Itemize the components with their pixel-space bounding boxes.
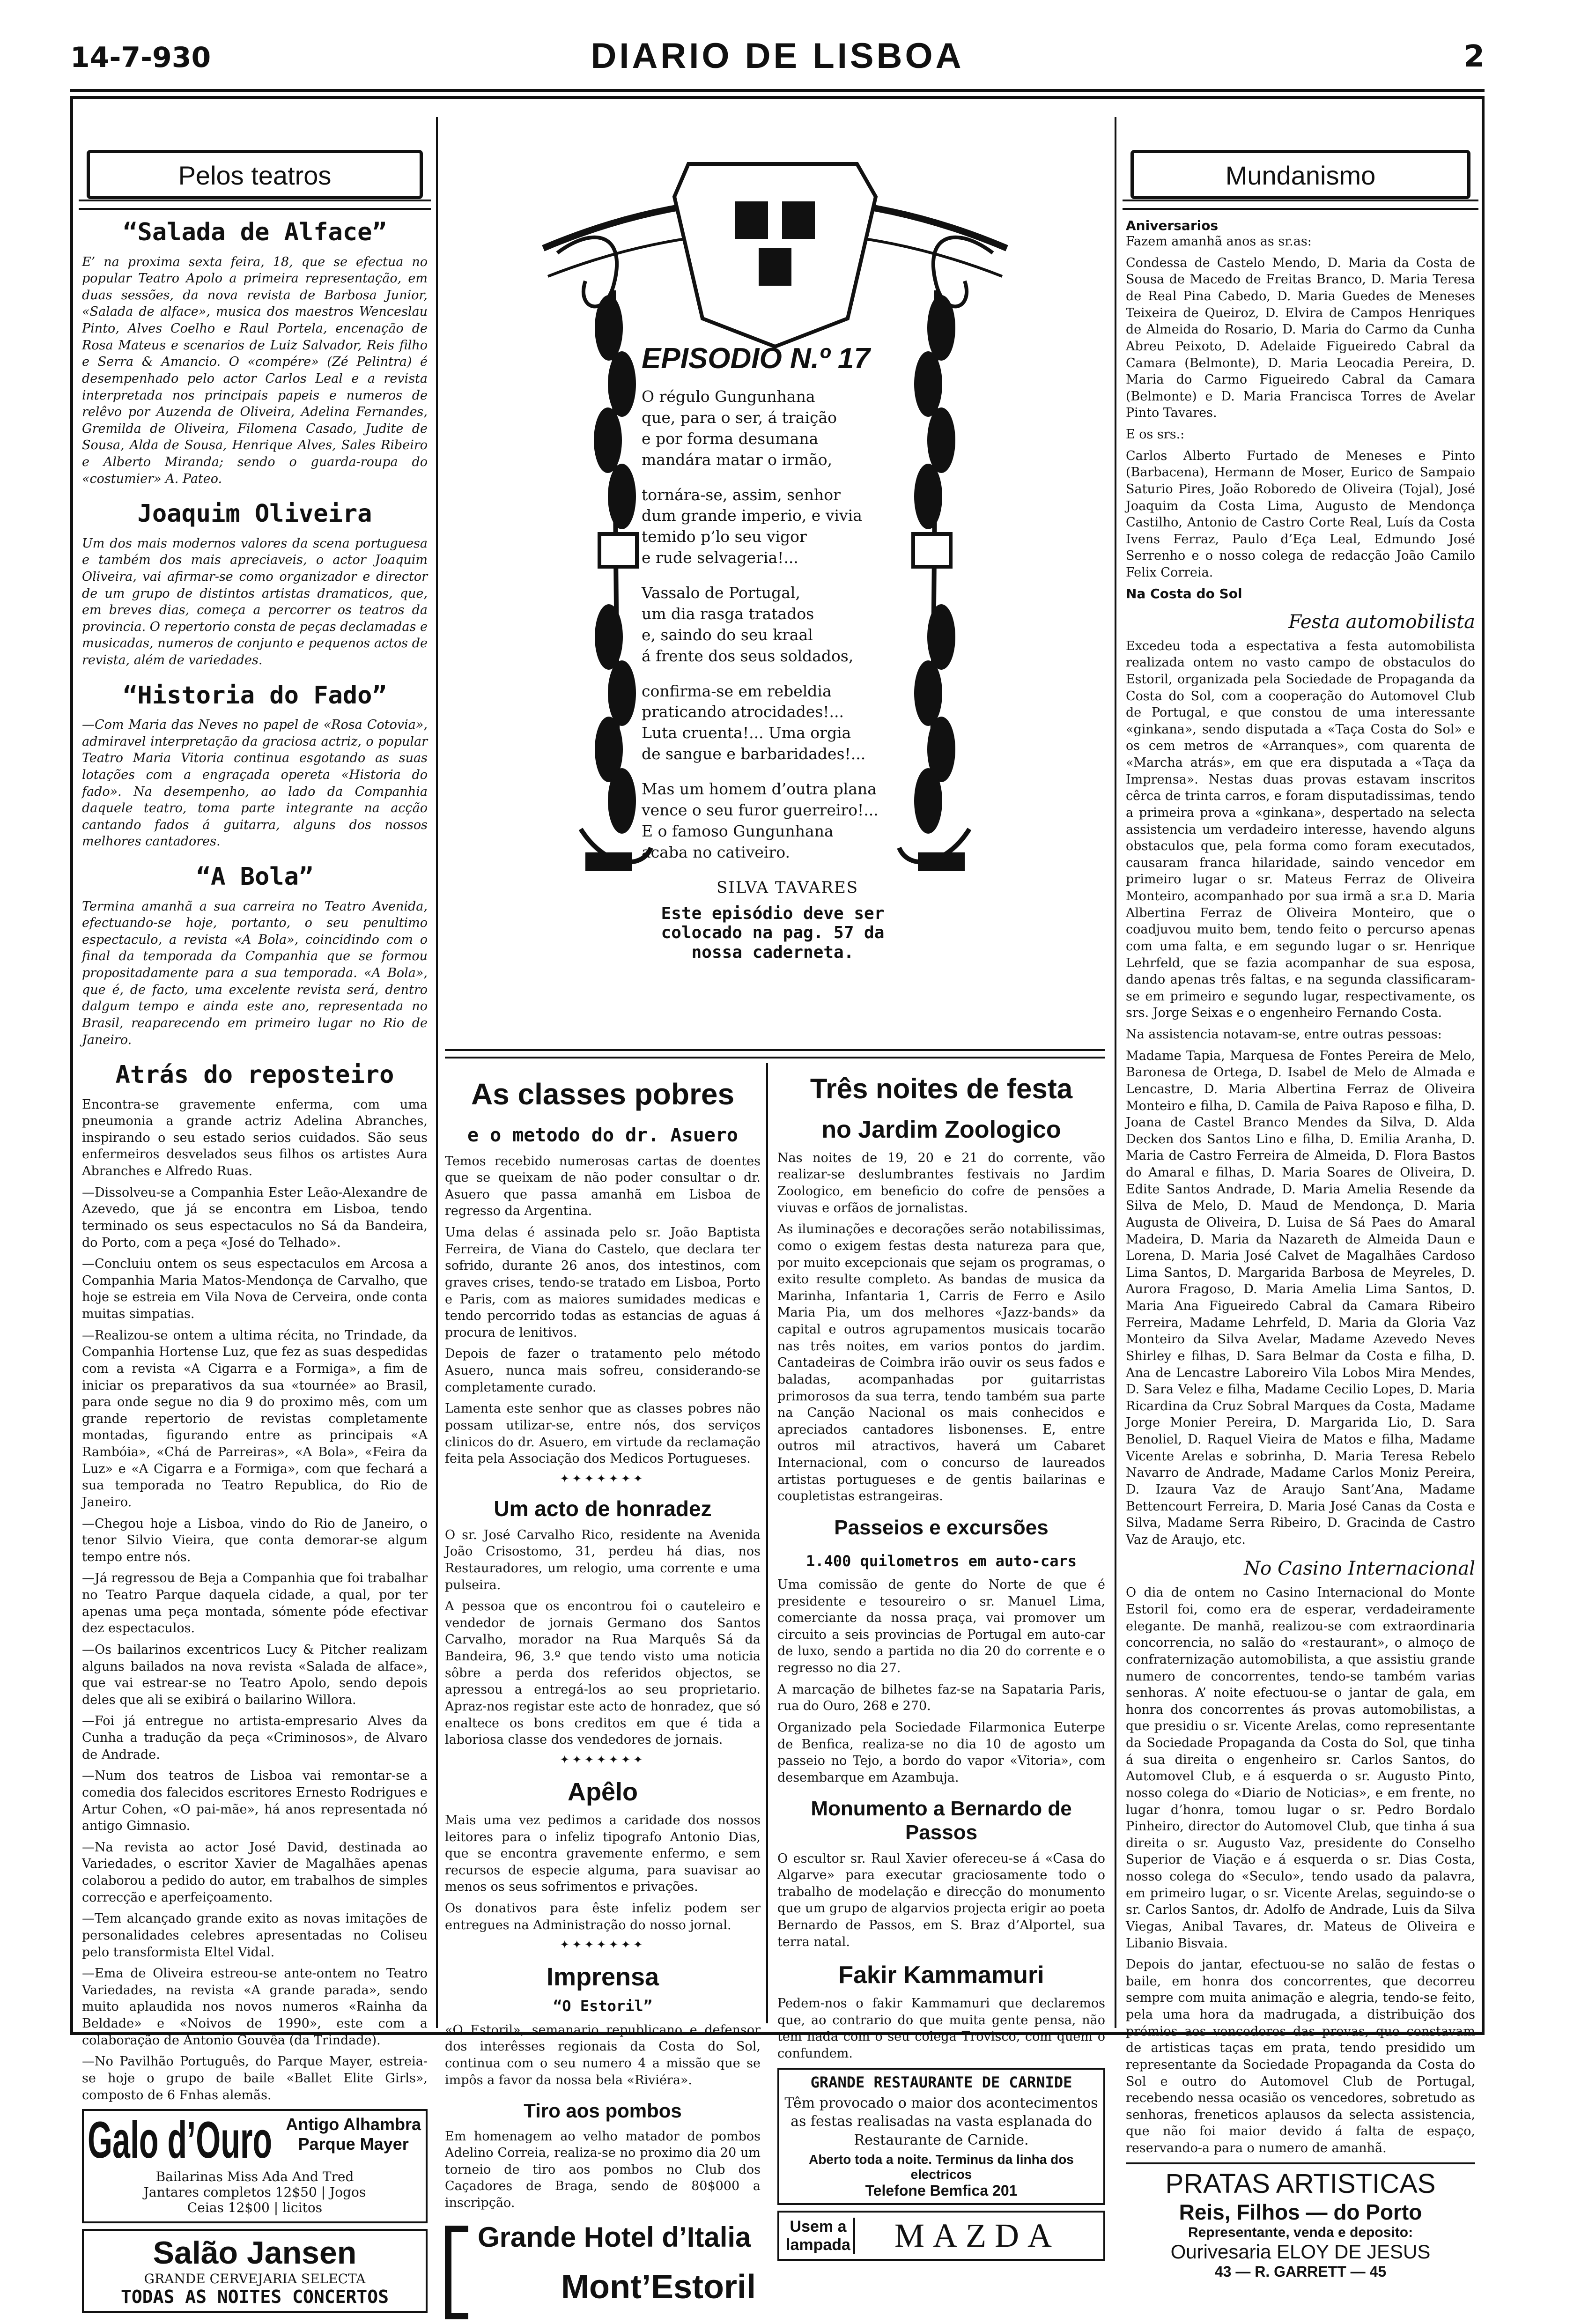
separator: ✦✦✦✦✦✦✦ <box>560 1753 646 1766</box>
article-title: Atrás do reposteiro <box>115 1061 394 1089</box>
advert-name: Salão Jansen <box>153 2235 357 2271</box>
poem-stanza <box>642 583 941 667</box>
advert-restaurante-carnide <box>777 2068 1105 2206</box>
section-header-society: Mundanismo <box>1130 150 1470 199</box>
poem-line: E o famoso Gungunhana <box>642 822 834 840</box>
poem-line: mandára matar o irmão, <box>642 450 833 469</box>
article-text: A pessoa que os encontrou foi o cauteleiro e vendedor de jornais Germano dos Santos Carvalho, morador na Rua Marquês Sá da Bandeira, 96, 3.º que tendo visto uma noticia sôbre a perda dos referidos objectos, se apressou a entregá-los ao seu proprietario. Apraz-nos registar este acto de honradez, que só enaltece os bons creditos em que é tida a laboriosa classe dos vendedores de jornais. <box>445 1599 761 1747</box>
poem <box>642 386 941 877</box>
article-text: Em homenagem ao velho matador de pombos Adelino Correia, realiza-se no proximo dia 20 um torneio de tiro aos pombos no Club dos Caçadores de Braga, sendo de 80$000 a inscripção. <box>445 2129 761 2211</box>
advert-line: Antigo Alhambra <box>286 2115 421 2134</box>
advert-galo-douro <box>82 2109 428 2223</box>
article-subtitle: “O Estoril” <box>553 1997 652 2015</box>
advert-line: Ourivesaria ELOY DE JESUS <box>1170 2240 1431 2263</box>
advert-line: Bailarinas Miss Ada And Tred <box>155 2169 354 2185</box>
advert-line: GRANDE CERVEJARIA SELECTA <box>144 2271 366 2287</box>
article-title: Apêlo <box>567 1777 638 1806</box>
advert-line: Reis, Filhos — do Porto <box>1179 2199 1422 2224</box>
article-text: O sr. José Carvalho Rico, residente na Avenida João Crisostomo, 31, perdeu há dias, nos Restauradores, um relogio, uma corrente e uma pulseira. <box>445 1527 761 1592</box>
poem-line: confirma-se em rebeldia <box>642 681 832 700</box>
article-text: E os srs.: <box>1126 427 1185 442</box>
article-text: O dia de ontem no Casino Internacional do Monte Estoril foi, como era de esperar, verdadeiramente elegante. De manhã, realizou-se com extraordinaria concorrencia, no salão do «restaurant», o almoço de confraternização automobilista, a que assistiu grande numero de concorrentes, tendo-se também varias senhoras. A’ noite efectuou-se o jantar de gala, em honra dos concorrentes ás provas automobilistas, a que presidiu o sr. Vicente Arelas, como representante da Sociedade Propaganda da Costa do Sol, que tinha á sua direita o engenheiro sr. Carlos Santos, do Automovel Club, e á esquerda o sr. Augusto Pinto, nosso colega do «Diario de Noticias», e em frente, no lugar d’honra, tomou lugar o sr. Pedro Bordalo Pinheiro, director do Automovel Club, que tinha á sua direita o sr. Augusto Vaz, presidente do Conselho Superior de Viação e á esquerda o sr. Dias Costa, nosso colega do «Seculo», tendo usado da palavra, em primeiro lugar, o sr. Vicente Arelas, seguindo-se o sr. Carlos Santos, dr. Adolfo de Andrade, Luis da Silva Viegas, Anibal Tavares, dr. Mateus de Oliveira e Libanio Bisvaia. <box>1126 1585 1475 1951</box>
poem-line: de sangue e barbaridades!... <box>642 745 866 763</box>
article-title: Imprensa <box>546 1963 659 1991</box>
article-title: Passeios e excursões <box>834 1516 1049 1539</box>
poem-line: praticando atrocidades!... <box>642 703 844 721</box>
article-subtitle: 1.400 quilometros em auto-cars <box>806 1552 1077 1570</box>
news-item: Encontra-se gravemente enferma, com uma pneumonia a grande actriz Adelina Abranches, inspirando o seu estado serios cuidados. São seus enfermeiros desvelados seus filhos os artistes Aura Abranches e Alfredo Ruas. <box>82 1097 428 1179</box>
advert-line: Têm provocado o maior dos acontecimentos as festas realisadas na vasta esplanada do Restaurante de Carnide. <box>784 2095 1098 2148</box>
advert-grande-hotel <box>445 2216 761 2324</box>
article-title: Um acto de honradez <box>494 1496 712 1521</box>
news-item: —Realizou-se ontem a ultima récita, no Trindade, da Companhia Hortense Luz, que fez as suas despedidas com a revista «A Cigarra e a Formiga», a fim de iniciar os preparativos da sua «tournée» ao Brasil, para onde segue no dia 9 do proximo mês, com um grande repertorio de revistas completamente montadas, figurando entre as principais «A Rambóia», «Chá de Parreiras», «A Bola», «Feira da Luz» e «A Cigarra e a Formiga», com que fechará a sua temporada no Teatro Republica, do Rio de Janeiro. <box>82 1328 428 1510</box>
news-item: —No Pavilhão Português, do Parque Mayer, estreia-se hoje o grupo de baile «Ballet Elite Girls», composto de 6 Fnhas alemãs. <box>82 2054 428 2102</box>
newspaper-title: DIARIO DE LISBOA <box>591 36 964 76</box>
sub-heading: No Casino Internacional <box>1244 1558 1475 1580</box>
article-title: “Historia do Fado” <box>123 681 387 710</box>
news-item: —Já regressou de Beja a Companhia que foi trabalhar no Teatro Parque daquela cidade, a qual, por ter apenas uma peça montada, sómente póde efectivar dez espectaculos. <box>82 1571 428 1636</box>
article-text: Na assistencia notavam-se, entre outras pessoas: <box>1126 1027 1442 1042</box>
news-item: —Foi já entregue no artista-empresario Alves da Cunha a tradução da peça «Criminosos», de Alvaro de Andrade. <box>82 1714 428 1762</box>
advert-name: Mont’Estoril <box>561 2268 756 2306</box>
article-text: Nas noites de 19, 20 e 21 do corrente, vão realizar-se deslumbrantes festivais no Jardim Zoologico, em beneficio do cofre de pensões a viuvas e orfãos de jornalistas. <box>777 1150 1105 1215</box>
sub-heading: Aniversarios <box>1126 218 1219 234</box>
centre-column <box>445 117 1105 2306</box>
theatre-column <box>82 117 438 2308</box>
article-text: Fazem amanhã anos as sr.as: <box>1126 234 1312 249</box>
masthead <box>70 28 1485 92</box>
poem-line: tornára-se, assim, senhor <box>642 485 841 504</box>
article-title: Monumento a Bernardo de Passos <box>811 1797 1072 1844</box>
article-text: Os donativos para êste infeliz podem ser entregues na Administração do nosso jornal. <box>445 1901 761 1932</box>
poem-stanza <box>642 681 941 765</box>
article-text: Um dos mais modernos valores da scena portuguesa e também dos mais apreciaveis, o actor Joaquim Oliveira, vai afirmar-se como organizador e director de um grupo de distintos artistas dramaticos, que, em breves dias, começa a percorrer os teatros da provincia. O repertorio consta de peças declamadas e musicadas, numeros de conjunto e pequenos actos de revista, além de variedades. <box>82 536 428 668</box>
advert-line: Aberto toda a noite. Terminus da linha dos electricos <box>809 2152 1074 2182</box>
article-text: Termina amanhã a sua carreira no Teatro Avenida, efectuando-se hoje, portanto, o seu penultimo espectaculo, a revista «A Bola», coincidindo com o final da temporada da Companhia que se formou propositadamente para a sua temporada. «A Bola», que é, de facto, uma excelente revista será, dentro dalgum tempo e ainda este ano, representada no Brasil, reaparecendo em primeiro lugar no Rio de Janeiro. <box>82 899 428 1047</box>
separator: ✦✦✦✦✦✦✦ <box>560 1472 646 1485</box>
poem-line: e por forma desumana <box>642 429 819 448</box>
poem-line: um dia rasga tratados <box>642 604 814 623</box>
news-item: —Concluiu ontem os seus espectaculos em Arcosa a Companhia Maria Matos-Mendonça de Carvalho, que hoje se estreia em Vila Nova de Cerveira, onde conta muitas simpatias. <box>82 1257 428 1322</box>
article-text: Organizado pela Sociedade Filarmonica Euterpe de Benfica, realiza-se no dia 10 de agosto um passeio no Tejo, a bordo do vapor «Vitoria», com desembarque em Azambuja. <box>777 1720 1105 1785</box>
advert-line: TODAS AS NOITES CONCERTOS <box>121 2287 389 2308</box>
article-title: Fakir Kammamuri <box>838 1961 1044 1989</box>
advert-line: Jantares completos 12$50 | Jogos <box>143 2184 366 2200</box>
advert-name: MAZDA <box>894 2217 1060 2255</box>
poem-stanza <box>642 779 941 863</box>
article-title: “A Bola” <box>196 863 314 891</box>
advert-line: 43 — R. GARRETT — 45 <box>1214 2263 1387 2280</box>
article-text: Depois de fazer o tratamento pelo método Asuero, nunca mais sofreu, considerando-se completamente curado. <box>445 1347 761 1395</box>
article-text: Carlos Alberto Furtado de Meneses e Pinto (Barbacena), Hermann de Moser, Eurico de Sampaio Saturio Pires, João Roboredo de Oliveira (Tojal), José Joaquim da Costa Lima, Augusto de Mendonça Castilho, Antonio de Castro Corte Real, Luís da Costa Ivens Ferraz, Paulo d’Eça Leal, Edmundo José Serrenho e o nosso colega de redacção João Camilo Felix Correia. <box>1126 448 1475 580</box>
poem-line: e, saindo do seu kraal <box>642 625 813 644</box>
article-text: Uma comissão de gente do Norte de que é presidente e tesoureiro o sr. Manuel Lima, comerciante da nossa praça, vai promover um circuito a seis provincias de Portugal em auto-car de luxo, sendo a partida no dia 20 do corrente e o regresso no dia 27. <box>777 1577 1105 1676</box>
advert-name: PRATAS ARTISTICAS <box>1165 2168 1436 2199</box>
advert-salao-jansen <box>82 2229 428 2313</box>
article-text: A marcação de bilhetes faz-se na Sapataria Paris, rua do Ouro, 268 e 270. <box>777 1682 1105 1714</box>
advert-pratas-artisticas <box>1126 2162 1475 2284</box>
sub-heading: Na Costa do Sol <box>1126 585 1242 601</box>
sub-heading: Festa automobilista <box>1288 611 1475 633</box>
poem-line: e rude selvageria!... <box>642 548 798 567</box>
advert-line: Usem a lampada <box>783 2218 855 2254</box>
episode-panel <box>473 131 1077 965</box>
advert-line: Representante, venda e deposito: <box>1188 2224 1413 2240</box>
separator: ✦✦✦✦✦✦✦ <box>560 1938 646 1952</box>
news-item: —Chegou hoje a Lisboa, vindo do Rio de Janeiro, o tenor Silvio Vieira, que conta demorar-se algum tempo entre nós. <box>82 1516 428 1564</box>
news-item: —Tem alcançado grande exito as novas imitações de personalidades celebres apresentadas no Coliseu pelo transformista Eltel Vidal. <box>82 1911 428 1960</box>
article-text: As iluminações e decorações serão notabilissimas, como o exigem festas desta natureza para que, por muito excepcionais que sejam os programas, o exito resulte completo. As bandas de musica da Marinha, Infantaria 1, Carris de Ferro e Asilo Maria Pia, um dos melhores «Jazz-bands» da capital e outros agrupamentos musicais tocarão nas três noites, em varios pontos do jardim. Cantadeiras de Coimbra irão ouvir os seus fados e baladas, acompanhadas por guitarristas primorosos da sua terra, tendo também sua parte na Canção Nacional os mais conhecidos e apreciados cantadores lisbonenses. E, entre outros mil atractivos, haverá um Cabaret Internacional, com o concurso de laureados artistas portugueses e de gentis bailarinas e coupletistas estrangeiras. <box>777 1222 1105 1504</box>
article-text: Uma delas é assinada pelo sr. João Baptista Ferreira, de Viana do Castelo, que declara ter sofrido, durante 26 anos, dos intestinos, com graves crises, tendo-se tratado em Lisboa, Porto e Paris, com as maiores sumidades medicas e tendo percorrido todas as estancias de aguas á procura de lenitivos. <box>445 1225 761 1340</box>
advert-line: Telefone Bemfica 201 <box>865 2182 1018 2199</box>
poem-line: O régulo Gungunhana <box>642 387 815 406</box>
article-text: Depois do jantar, efectuou-se no salão de festas o baile, em honra dos concorrentes, que decorreu sempre com muita animação e alegria, tendo-se feito, pela uma hora da madrugada, a distribuição dos prémios aos vencedores das provas, que constavam de artisticas taças em prata, tendo presidido um representante da Sociedade Propaganda da Costa do Sol e outro do Automovel Club de Portugal, recebendo nessa ocasião os vencedores, sobretudo as senhoras, freneticos aplausos da selecta assistencia, que não foi maior devido á falta de espaço, reservando-a para o numero de amanhã. <box>1126 1957 1475 2156</box>
article-text: Mais uma vez pedimos a caridade dos nossos leitores para o infeliz tipografo Antonio Dias, que se encontra gravemente enfermo, e sem recursos de especie alguma, para suavisar ao menos os seus sofrimentos e privações. <box>445 1813 761 1895</box>
decorative-rule <box>445 1049 1105 1058</box>
centre-left-subcolumn <box>445 1063 768 2306</box>
article-text: Condessa de Castelo Mendo, D. Maria da Costa de Sousa de Macedo de Freitas Branco, D. Maria Teresa de Real Pina Cabedo, D. Maria Guedes de Meneses Teixeira de Queiroz, D. Elvira de Campos Henriques de Almeida do Rosario, D. Maria do Carmo da Cunha Abreu Peixoto, D. Adelaide Figueiredo Cabral da Camara (Belmonte), D. Maria Leocadia Pereira, D. Maria do Carmo Figueiredo Cabral da Camara (Belmonte) e D. Maria Francisca Torres de Avelar Pinto Tavares. <box>1126 255 1475 421</box>
advert-line: Ceias 12$00 | licitos <box>187 2200 323 2216</box>
advert-name: Grande Hotel d’Italia <box>478 2221 751 2253</box>
article-title: “Salada de Alface” <box>123 218 387 247</box>
news-item: —Ema de Oliveira estreou-se ante-ontem no Teatro Variedades, na revista «A grande parada», sendo muito aplaudida nos novos numeros «Rainha da Beldade» e «Noivos de 1990», este com a colaboração de Antonio Gouvêa (da Trindade). <box>82 1966 428 2048</box>
poem-stanza <box>642 485 941 569</box>
advert-name: GRANDE RESTAURANTE DE CARNIDE <box>810 2073 1072 2091</box>
article-text: —Com Maria das Neves no papel de «Rosa Cotovia», admiravel interpretação da graciosa actriz, o popular Teatro Maria Vitoria continua esgotando as suas lotações com a engraçada opereta «Historia do fado». Na desempenho, ao lado da Companhia daquele teatro, toma parte integrante na acção cantando fados á guitarra, alguns dos nossos melhores cantadores. <box>82 718 428 849</box>
article-text: Temos recebido numerosas cartas de doentes que se queixam de não poder consultar o dr. Asuero que passa amanhã em Lisboa de regresso da Argentina. <box>445 1154 761 1219</box>
article-text: «O Estoril», semanario republicano e defensor dos interêsses regionais da Costa do Sol, continua com o seu numero 4 a missão que se impôs a favor da nossa bela «Riviéra». <box>445 2022 761 2087</box>
poem-line: Vassalo de Portugal, <box>642 584 800 602</box>
article-title: Joaquim Oliveira <box>137 500 372 528</box>
poem-signature: SILVA TAVARES <box>717 878 859 897</box>
poem-line: Mas um homem d’outra plana <box>642 780 877 798</box>
article-text: Lamenta este senhor que as classes pobres não possam utilizar-se, entre nós, dos serviços clinicos do dr. Asuero, em virtude da reclamação feita pela Associação dos Medicos Portugueses. <box>445 1401 761 1466</box>
advert-name: Galo d’Ouro <box>88 2111 273 2169</box>
poem-line: acaba no cativeiro. <box>642 843 790 861</box>
article-text: O escultor sr. Raul Xavier ofereceu-se á «Casa do Algarve» para executar graciosamente todo o trabalho de modelação e direcção do monumento que um grupo de algarvios projecta erigir ao poeta Bernardo de Passos, em S. Braz d’Alportel, sua terra natal. <box>777 1851 1105 1949</box>
article-text: Excedeu toda a espectativa a festa automobilista realizada ontem no vasto campo de obstaculos do Estoril, organizada pela Sociedade de Propaganda da Costa do Sol, com a cooperação do Automovel Club de Portugal, e que constou de uma interessante «ginkana», sendo disputada a «Taça Costa do Sol» e os cem metros de «Arranques», com quarenta de «Marcha atrás», em que era disputada a «Taça da Imprensa». Nestas duas provas estavam inscritos cêrca de trinta carros, e foram disputadissimas, tendo a primeira prova a «ginkana», despertado na selecta assistencia um verdadeiro interesse, havendo alguns obstaculos que, pela forma como foram executados, causaram franca hilaridade, saindo vencedor em primeiro lugar o sr. Mateus Ferraz de Oliveira Monteiro, acompanhado por sua irmã a sr.a D. Maria Albertina Ferraz de Oliveira Monteiro, que o coadjuvou muito bem, tendo feito o percurso apenas com uma falta, e em segundo lugar o sr. Henrique Lehrfeld, que se fazia acompanhar de sua esposa, dando apenas três faltas, e na segunda classificaram-se em primeiro e segundo lugar, respectivamente, os srs. Jorge Seixas e o engenheiro Fernando Costa. <box>1126 638 1475 1021</box>
poem-stanza <box>642 386 941 471</box>
article-text: E’ na proxima sexta feira, 18, que se efectua no popular Teatro Apolo a primeira representação, em duas sessões, da nova revista de Barbosa Junior, «Salada de alface», musica dos maestros Wenceslau Pinto, Alves Coelho e Raul Portela, encenação de Rosa Mateus e scenarios de Luiz Salvador, Reis filho e Serra & Amancio. O «compére» (Zé Pelintra) é desempenhado pelo actor Carlos Leal e a revista interpretada nos principais papeis e numeros de relêvo por Auzenda de Oliveira, Adelina Fernandes, Gremilda de Oliveira, Filomena Casado, Judite de Sousa, Alda de Sousa, Henrique Alves, Sales Ribeiro e Alberto Miranda; sendo o guarda-roupa do «costumier» A. Pateo. <box>82 254 428 486</box>
advert-line: Parque Mayer <box>298 2134 409 2154</box>
poem-line: temido p’lo seu vigor <box>642 527 807 546</box>
article-subtitle: no Jardim Zoologico <box>821 1116 1061 1143</box>
article-title: As classes pobres <box>471 1077 735 1111</box>
society-column <box>1115 117 1475 2280</box>
article-subtitle: e o metodo do dr. Asuero <box>467 1124 738 1146</box>
news-item: —Na revista ao actor José David, destinada ao Variedades, o escritor Xavier de Magalhães apenas colaborou a pedido do autor, em trabalhos de simples correcção e aperfeiçoamento. <box>82 1840 428 1905</box>
poem-line: dum grande imperio, e vivia <box>642 506 862 525</box>
advert-mazda <box>777 2211 1105 2261</box>
poem-line: que, para o ser, á traição <box>642 408 837 427</box>
poem-line: á frente dos seus soldados, <box>642 646 854 665</box>
news-item: —Os bailarinos excentricos Lucy & Pitcher realizam alguns bailados na nova revista «Salada de alface», que vai estrear-se no Teatro Apolo, sendo depois deles que ali se exibirá o bailarino Willora. <box>82 1642 428 1707</box>
issue-date: 14-7-930 <box>70 41 211 74</box>
poem-line: vence o seu furor guerreiro!... <box>642 800 879 819</box>
article-title: Tiro aos pombos <box>524 2100 682 2122</box>
bracket-ornament <box>445 2226 468 2319</box>
episode-note: Este episódio deve ser colocado na pag. 57 da nossa caderneta. <box>661 904 885 962</box>
centre-right-subcolumn <box>777 1063 1105 2255</box>
article-text: Madame Tapia, Marquesa de Fontes Pereira de Melo, Baronesa de Ortega, D. Isabel de Melo de Almada e Lencastre, D. Maria Albertina Ferraz de Oliveira Monteiro e filha, D. Camila de Paiva Raposo e filha, D. Joana de Castel Branco Mendes da Silva, D. Alda Decken dos Santos Lino e filha, D. Emilia Aranha, D. Maria de Castro Ferreira de Almeida, D. Flora Bastos do Amaral e filhas, D. Maria Soares de Oliveira, D. Edite Santos Andrade, D. Maria Amelia Resende da Silva de Melo, D. Maud de Mendonça, D. Maria Augusta de Oliveira, D. Luisa de Sá Paes do Amaral Madeira, D. Maria da Nazareth de Almeida Daun e Lorena, D. Maria José Calvet de Magalhães Cardoso Lima Santos, D. Margarida Barbosa de Meyreles, D. Aurora Fragoso, D. Maria Amelia Lima Santos, D. Maria Ana Figueiredo Cabral da Camara Ribeiro Ferreira, Madame Lehrfeld, D. Maria da Gloria Vaz Monteiro da Silva Avelar, Madame Azevedo Neves Shirley e filhas, D. Sara Belmar da Costa e filha, D. Ana de Lencastre Laboreiro Vila Lobos Mira Mendes, D. Sara Velez e filha, Madame Cecilio Lopes, D. Maria Ricardina da Cruz Sobral Marques da Costa, Madame Jorge Monier Pereira, D. Margarida Lio, D. Sara Benoliel, D. Raquel Vieira de Matos e filha, Madame Vicente Arelas e sobrinha, D. Maria Teresa Rebelo Navarro de Andrade, Madame Carlos Moniz Pereira, D. Izaura Vaz de Araujo Sant’Ana, Madame Bettencourt Ferreira, D. Maria José Canas da Costa e Silva, Madame Serra Ribeiro, D. Gracinda de Castro Vaz de Araujo, etc. <box>1126 1048 1475 1547</box>
poem-line: Luta cruenta!... Uma orgia <box>642 724 851 742</box>
article-text: Pedem-nos o fakir Kammamuri que declaremos que, ao contrario do que muita gente pensa, não tem nada com o seu colega Trovisco, com quem o confundem. <box>777 1996 1105 2061</box>
page-number: 2 <box>1463 39 1485 74</box>
news-item: —Dissolveu-se a Companhia Ester Leão-Alexandre de Azevedo, que já se encontra em Lisboa, tendo terminado os seus espectaculos no Sá da Bandeira, do Porto, com a peça «José do Telhado». <box>82 1185 428 1250</box>
article-title: Três noites de festa <box>810 1073 1073 1104</box>
episode-title: EPISODIO N.º 17 <box>642 342 870 375</box>
section-header-theatres: Pelos teatros <box>87 150 423 199</box>
news-item: —Num dos teatros de Lisboa vai remontar-se a comedia dos falecidos escritores Ernesto Rodrigues e Artur Cohen, «O pai-mãe», há anos representada nó antigo Gimnasio. <box>82 1769 428 1834</box>
